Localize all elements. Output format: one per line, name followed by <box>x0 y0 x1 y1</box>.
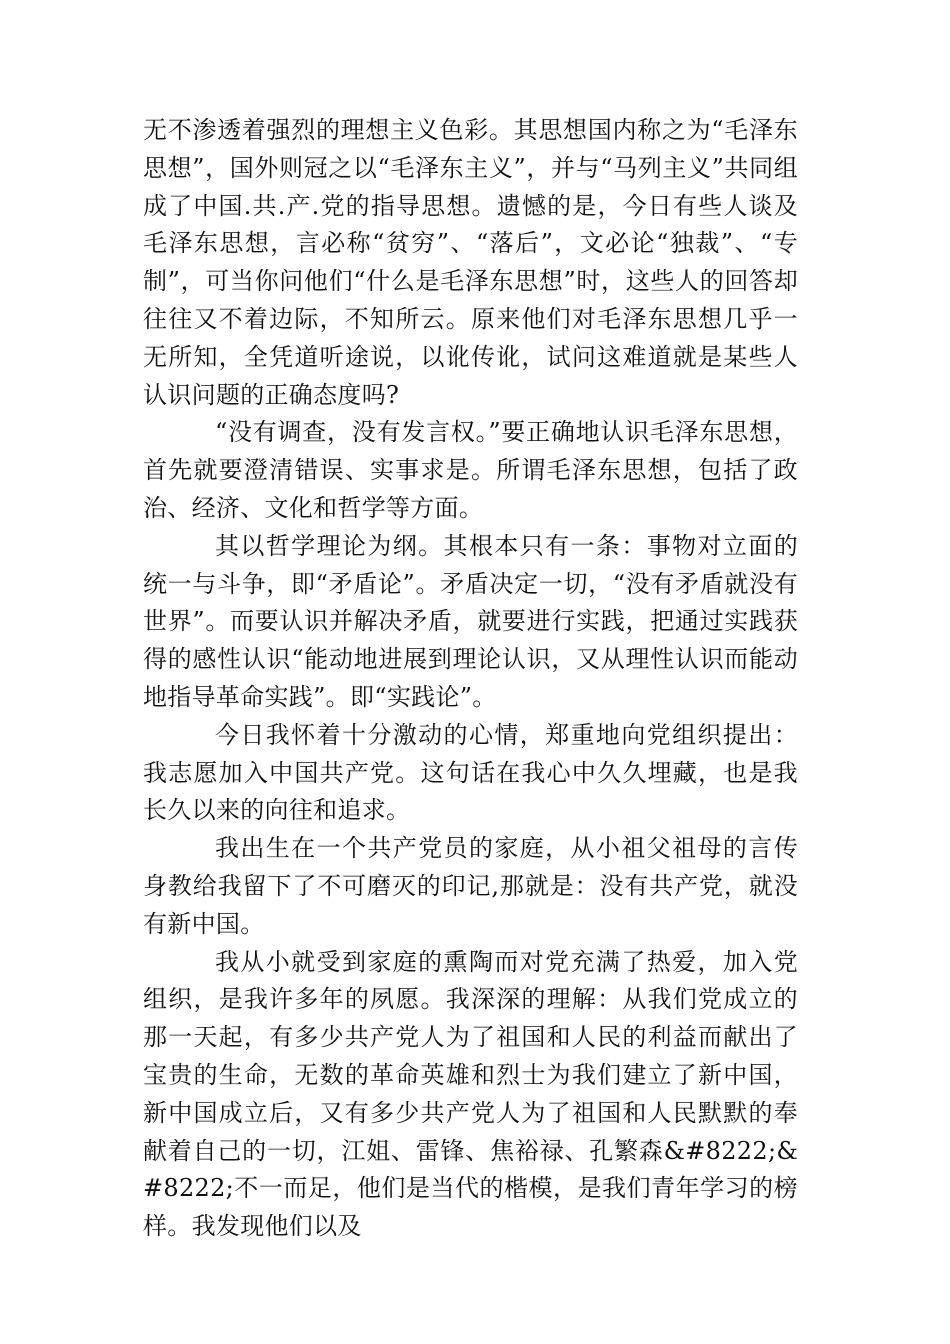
paragraph-1: 无不渗透着强烈的理想主义色彩。其思想国内称之为“毛泽东思想”，国外则冠之以“毛泽东主义”，并与“马列主义”共同组成了中国.共.产.党的指导思想。遗憾的是，今日有些人谈及毛泽东思想，言必称“贫穷”、“落后”，文必论“独裁”、“专制”，可当你问他们“什么是毛泽东思想”时，这些人的回答却往往又不着边际，不知所云。原来他们对毛泽东思想几乎一无所知，全凭道听途说，以讹传讹，试问这难道就是某些人认识问题的正确态度吗? <box>143 116 798 409</box>
paragraph-2: “没有调查，没有发言权。”要正确地认识毛泽东思想，首先就要澄清错误、实事求是。所谓毛泽东思想，包括了政治、经济、文化和哲学等方面。 <box>143 418 798 522</box>
paragraph-6: 我从小就受到家庭的熏陶而对党充满了热爱，加入党组织，是我许多年的夙愿。我深深的理解：从我们党成立的那一天起，有多少共产党人为了祖国和人民的利益而献出了宝贵的生命，无数的革命英雄和烈士为我们建立了新中国，新中国成立后，又有多少共产党人为了祖国和人民默默的奉献着自己的一切，江姐、雷锋、焦裕禄、孔繁森&#8222;&#8222;不一而足，他们是当代的楷模，是我们青年学习的榜样。我发现他们以及 <box>143 947 798 1241</box>
paragraph-4: 今日我怀着十分激动的心情，郑重地向党组织提出：我志愿加入中国共产党。这句话在我心中久久埋藏，也是我长久以来的向往和追求。 <box>143 720 798 825</box>
paragraph-3: 其以哲学理论为纲。其根本只有一条：事物对立面的统一与斗争，即“矛盾论”。矛盾决定一切，“没有矛盾就没有世界”。而要认识并解决矛盾，就要进行实践，把通过实践获得的感性认识“能动地进展到理论认识，又从理性认识而能动地指导革命实践”。即“实践论”。 <box>143 531 798 711</box>
paragraph-5: 我出生在一个共产党员的家庭，从小祖父祖母的言传身教给我留下了不可磨灭的印记,那就是：没有共产党，就没有新中国。 <box>143 834 798 938</box>
document-body <box>143 112 798 1246</box>
